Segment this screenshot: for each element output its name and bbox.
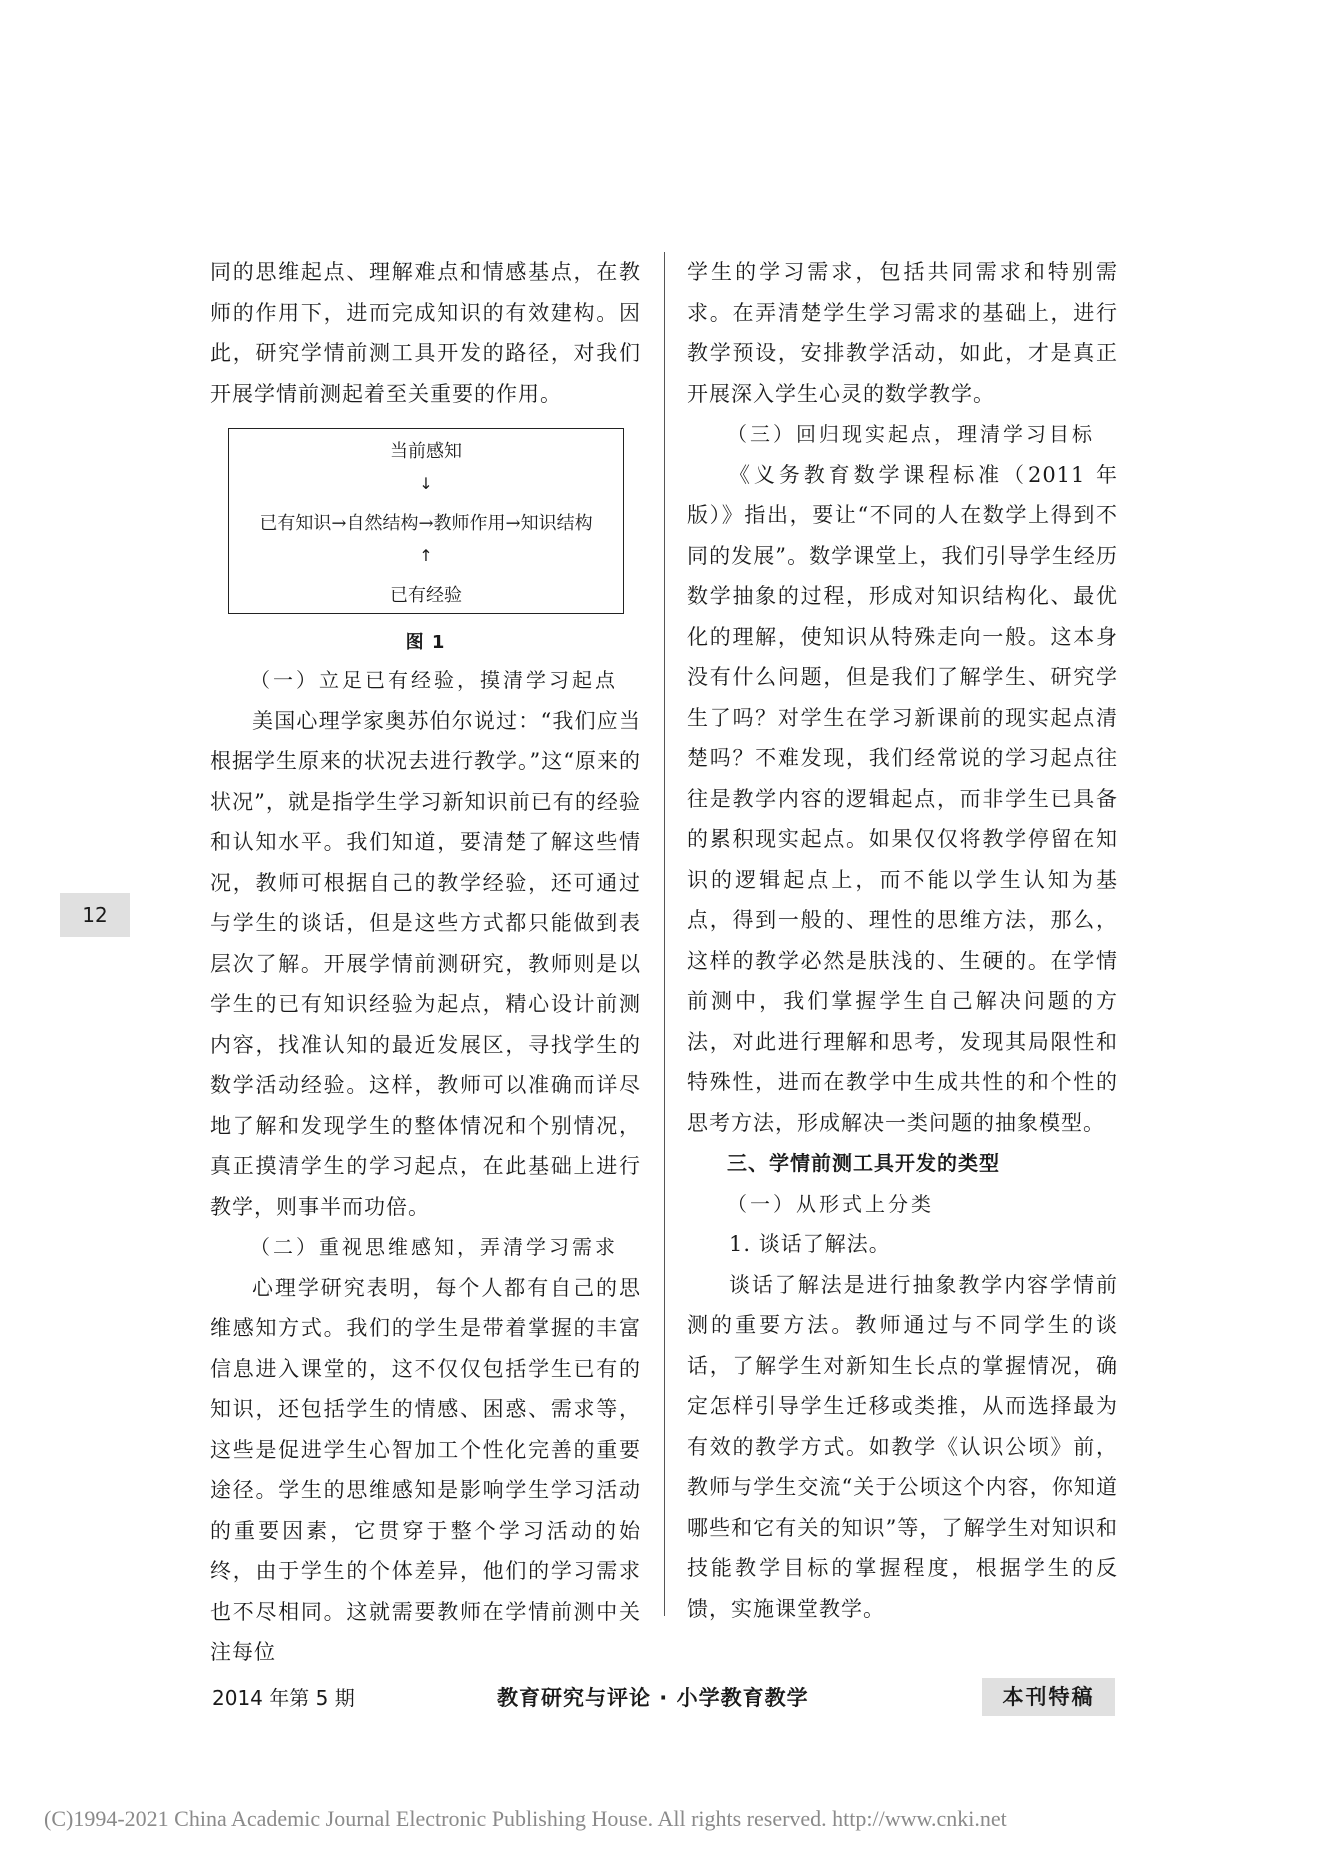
right-column: [687, 252, 1118, 1629]
subheading: （一）立足已有经验，摸清学习起点: [250, 668, 618, 692]
paragraph: 谈话了解法是进行抽象教学内容学情前测的重要方法。教师通过与不同学生的谈话，了解学生对新知生长点的掌握情况，确定怎样引导学生迁移或类推，从而选择最为有效的教学方式。如教学《认识公顷》前，教师与学生交流“关于公顷这个内容，你知道哪些和它有关的知识”等，了解学生对知识和技能教学目标的掌握程度，根据学生的反馈，实施课堂教学。: [687, 1272, 1118, 1621]
subheading: （二）重视思维感知，弄清学习需求: [250, 1235, 618, 1259]
footer-section-badge: 本刊特稿: [982, 1678, 1115, 1716]
page-number: 12: [60, 893, 130, 937]
copyright-notice: (C)1994-2021 China Academic Journal Electronic Publishing House. All rights reserved. http://www.cnki.net: [44, 1806, 1007, 1831]
paragraph: 美国心理学家奥苏伯尔说过：“我们应当根据学生原来的状况去进行教学。”这“原来的状况”，就是指学生学习新知识前已有的经验和认知水平。我们知道，要清楚了解这些情况，教师可根据自己的教学经验，还可通过与学生的谈话，但是这些方式都只能做到表层次了解。开展学情前测研究，教师则是以学生的已有知识经验为起点，精心设计前测内容，找准认知的最近发展区，寻找学生的数学活动经验。这样，教师可以准确而详尽地了解和发现学生的整体情况和个别情况，真正摸清学生的学习起点，在此基础上进行教学，则事半而功倍。: [210, 708, 641, 1219]
column-divider: [664, 252, 665, 1616]
figure-caption: 图 1: [405, 632, 446, 653]
figure-diagram: [228, 428, 624, 614]
footer-journal-title: 教育研究与评论 · 小学教育教学: [497, 1686, 809, 1710]
arrow-down-icon: ↓: [419, 474, 433, 493]
arrow-up-icon: ↑: [419, 546, 433, 565]
paragraph: 心理学研究表明，每个人都有自己的思维感知方式。我们的学生是带着掌握的丰富信息进入课堂的，这不仅仅包括学生已有的知识，还包括学生的情感、困惑、需求等，这些是促进学生心智加工个性化完善的重要途径。学生的思维感知是影响学生学习活动的重要因素，它贯穿于整个学习活动的始终，由于学生的个体差异，他们的学习需求也不尽相同。这就需要教师在学情前测中关注每位: [210, 1275, 641, 1664]
subheading: （三）回归现实起点，理清学习目标: [727, 422, 1095, 446]
figure-node-prior-experience: 已有经验: [390, 585, 462, 606]
footer-issue: 2014 年第 5 期: [212, 1686, 355, 1710]
list-item: 1. 谈话了解法。: [729, 1232, 891, 1256]
paragraph: 学生的学习需求，包括共同需求和特别需求。在弄清楚学生学习需求的基础上，进行教学预设，安排教学活动，如此，才是真正开展深入学生心灵的数学教学。: [687, 260, 1118, 406]
figure-flow-row: 已有知识→自然结构→教师作用→知识结构: [259, 513, 593, 534]
paragraph: 《义务教育数学课程标准（2011 年版）》指出，要让“不同的人在数学上得到不同的发展”。数学课堂上，我们引导学生经历数学抽象的过程，形成对知识结构化、最优化的理解，使知识从特殊走向一般。这本身没有什么问题，但是我们了解学生、研究学生了吗？对学生在学习新课前的现实起点清楚吗？不难发现，我们经常说的学习起点往往是教学内容的逻辑起点，而非学生已具备的累积现实起点。如果仅仅将教学停留在知识的逻辑起点上，而不能以学生认知为基点，得到一般的、理性的思维方法，那么，这样的教学必然是肤浅的、生硬的。在学情前测中，我们掌握学生自己解决问题的方法，对此进行理解和思考，发现其局限性和特殊性，进而在教学中生成共性的和个性的思考方法，形成解决一类问题的抽象模型。: [687, 462, 1118, 1135]
left-column: [210, 252, 641, 1673]
figure-node-current-perception: 当前感知: [390, 441, 462, 462]
subheading: （一）从形式上分类: [727, 1191, 934, 1216]
paragraph: 同的思维起点、理解难点和情感基点，在教师的作用下，进而完成知识的有效建构。因此，研究学情前测工具开发的路径，对我们开展学情前测起着至关重要的作用。: [210, 260, 641, 406]
section-heading: 三、学情前测工具开发的类型: [727, 1151, 1000, 1175]
